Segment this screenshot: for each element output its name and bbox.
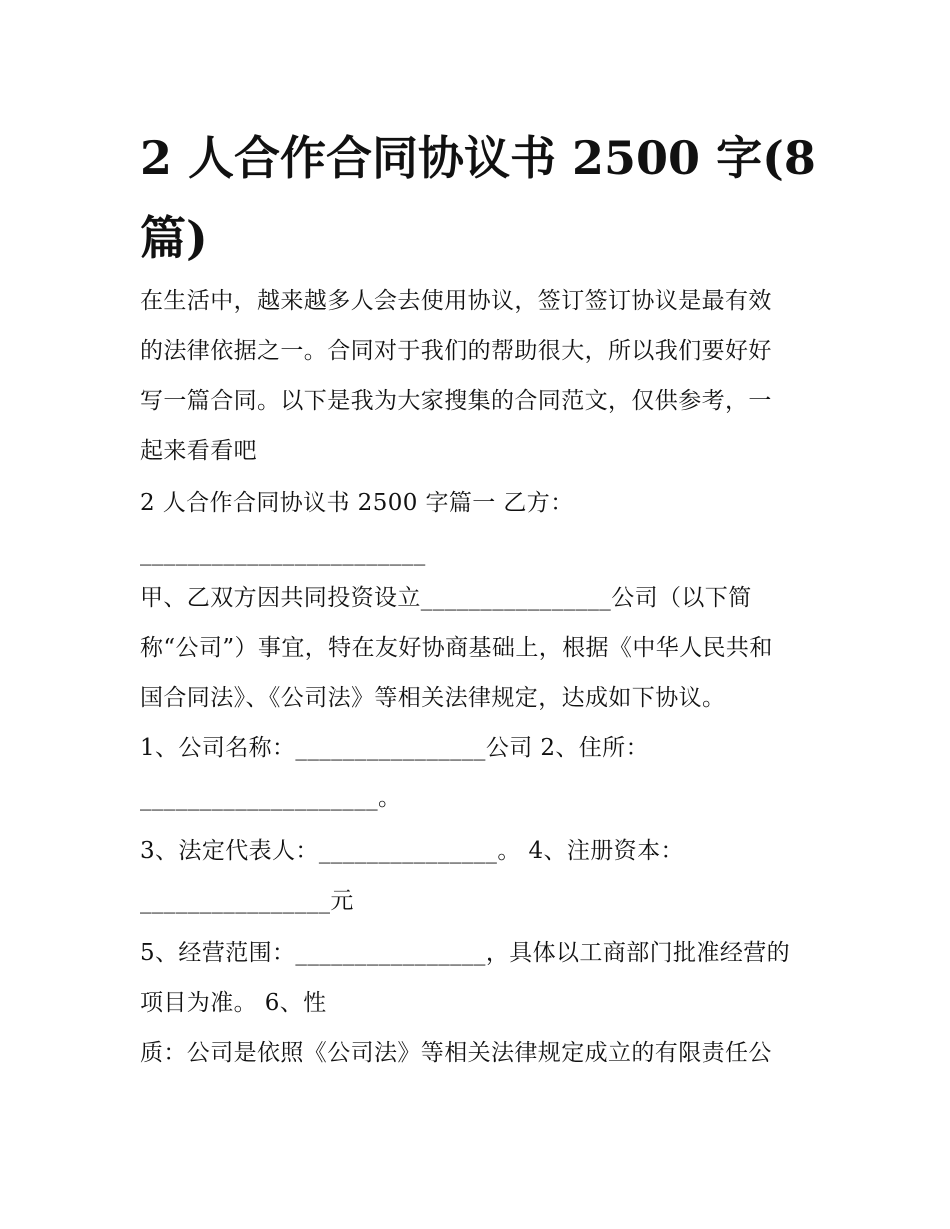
body-line-1: 在生活中，越来越多人会去使用协议，签订签订协议是最有效 xyxy=(140,288,772,314)
section-heading-line: 2 人合作合同协议书 2500 字篇一 乙方： xyxy=(140,490,574,516)
clause-business-scope: 5、经营范围：________________，具体以工商部门批准经营的 xyxy=(140,940,791,966)
title-line-2: 篇) xyxy=(140,211,208,265)
title-line-1: 2 人合作合同协议书 2500 字(8 xyxy=(140,131,816,185)
body-line-4: 起来看看吧 xyxy=(140,438,257,464)
clause-company-nature: 质：公司是依照《公司法》等相关法律规定成立的有限责任公 xyxy=(140,1040,772,1066)
body-line-3: 写一篇合同。以下是我为大家搜集的合同范文，仅供参考，一 xyxy=(140,388,772,414)
clause-company-name-address: 1、公司名称：________________公司 2、住所： xyxy=(140,735,649,761)
blank-line-party-b: ________________________ xyxy=(140,540,426,566)
body-line-15: 项目为准。 6、性 xyxy=(140,990,327,1016)
body-line-9: 国合同法》、《公司法》等相关法律规定，达成如下协议。 xyxy=(140,685,726,711)
body-line-7: 甲、乙双方因共同投资设立________________公司（以下简 xyxy=(140,585,752,611)
body-line-2: 的法律依据之一。合同对于我们的帮助很大，所以我们要好好 xyxy=(140,338,772,364)
blank-line-address: ____________________。 xyxy=(140,785,402,811)
clause-legal-rep-capital: 3、法定代表人：_______________。 4、注册资本： xyxy=(140,838,684,864)
body-line-8: 称“公司”）事宜，特在友好协商基础上，根据《中华人民共和 xyxy=(140,635,773,661)
blank-line-capital: ________________元 xyxy=(140,888,354,914)
document-title xyxy=(140,118,820,278)
